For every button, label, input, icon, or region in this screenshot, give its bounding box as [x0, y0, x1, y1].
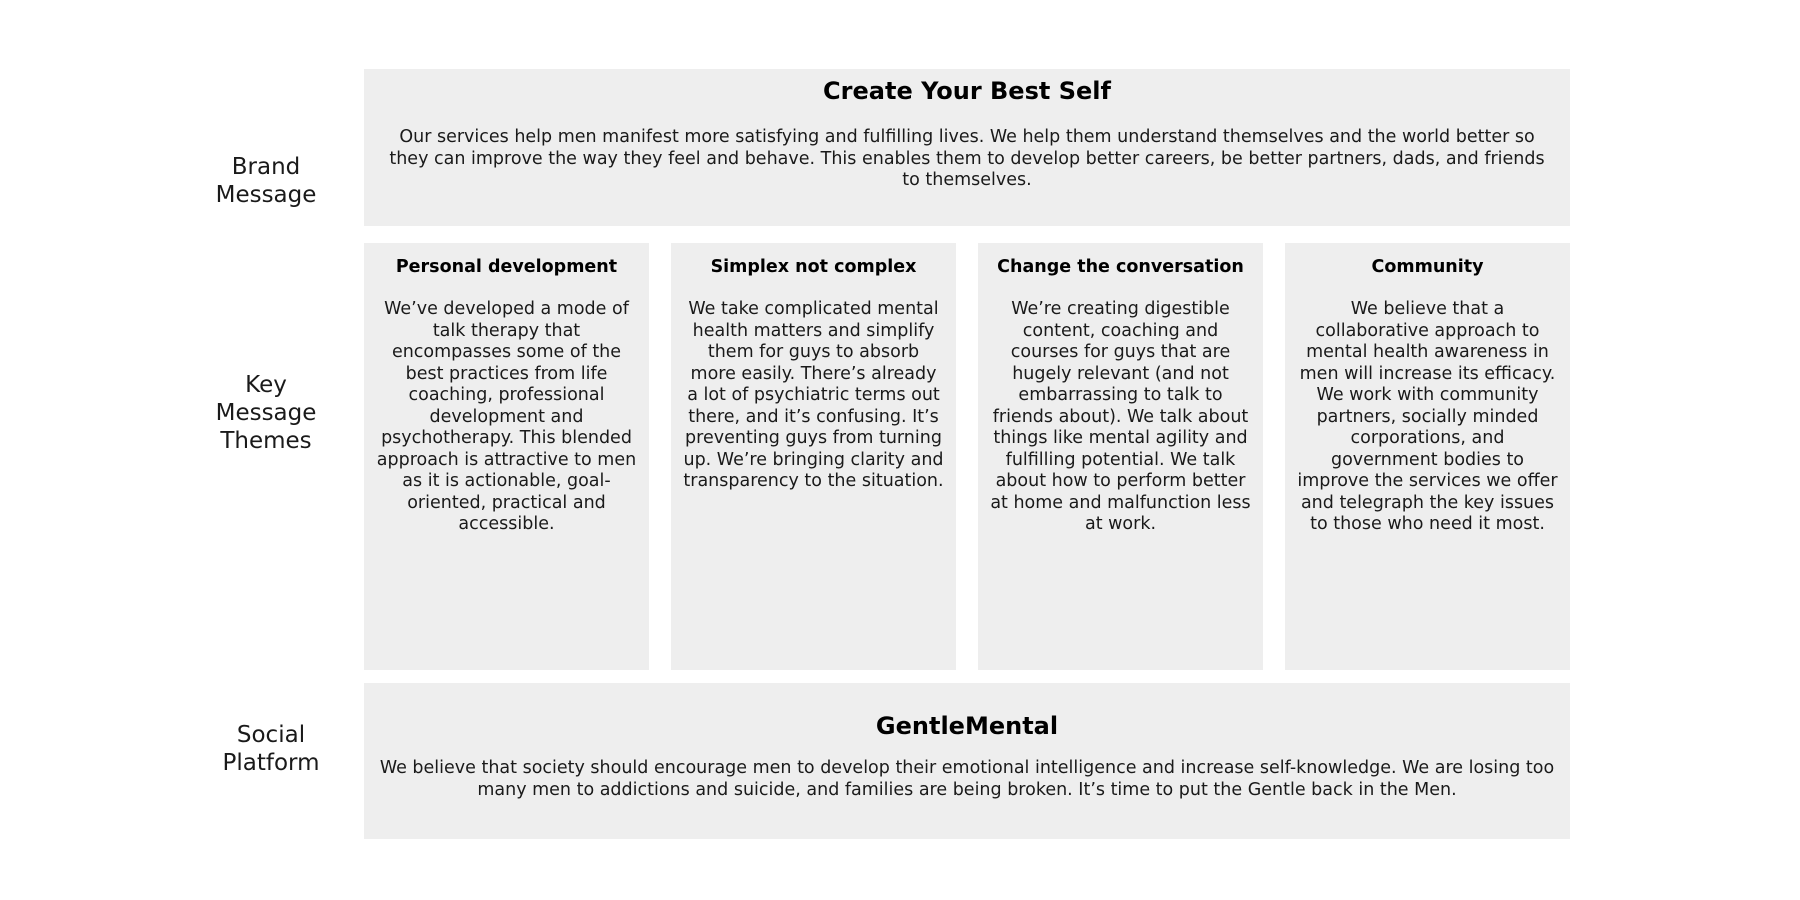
theme-body: We’ve developed a mode of talk therapy that encompasses some of the best practices from life coaching, professional development and psychotherapy. This blended approach is attractive to men as it is actionable, goal-oriented, practical and accessible.: [376, 299, 637, 534]
theme-title: Simplex not complex: [710, 257, 917, 277]
theme-title: Community: [1371, 257, 1484, 277]
social-platform-label: Social Platform: [222, 722, 320, 776]
theme-card-change-the-conversation: [978, 243, 1263, 670]
theme-title: Personal development: [395, 257, 618, 277]
theme-card-simplex-not-complex: [671, 243, 956, 670]
social-body: We believe that society should encourage men to develop their emotional intelligence and increase self-knowledge. We are losing too many men to addictions and suicide, and families are being broken. It’s time to put the Gentle back in the Men.: [379, 758, 1555, 800]
social-platform-panel: [364, 683, 1570, 839]
theme-card-personal-development: [364, 243, 649, 670]
brand-message-panel: [364, 69, 1570, 226]
theme-body: We’re creating digestible content, coaching and courses for guys that are hugely relevant (and not embarrassing to talk to friends about). We talk about things like mental agility and fulfilling potential. We talk about how to perform better at home and malfunction less at work.: [990, 299, 1251, 534]
key-message-themes-label: Key Message Themes: [215, 372, 317, 454]
theme-body: We take complicated mental health matters and simplify them for guys to absorb more easily. There’s already a lot of psychiatric terms out there, and it’s confusing. It’s preventing guys from turning up. We’re bringing clarity and transparency to the situation.: [683, 299, 944, 491]
brand-body: Our services help men manifest more satisfying and fulfilling lives. We help them understand themselves and the world better so they can improve the way they feel and behave. This enables them to develop better careers, be better partners, dads, and friends to themselves.: [389, 127, 1545, 190]
social-title: GentleMental: [875, 712, 1059, 740]
brand-title: Create Your Best Self: [823, 77, 1111, 105]
brand-message-label: Brand Message: [215, 154, 317, 208]
theme-title: Change the conversation: [997, 257, 1244, 277]
theme-card-community: [1285, 243, 1570, 670]
theme-body: We believe that a collaborative approach to mental health awareness in men will increase its efficacy. We work with community partners, socially minded corporations, and government bodies to improve the services we offer and telegraph the key issues to those who need it most.: [1297, 299, 1558, 534]
